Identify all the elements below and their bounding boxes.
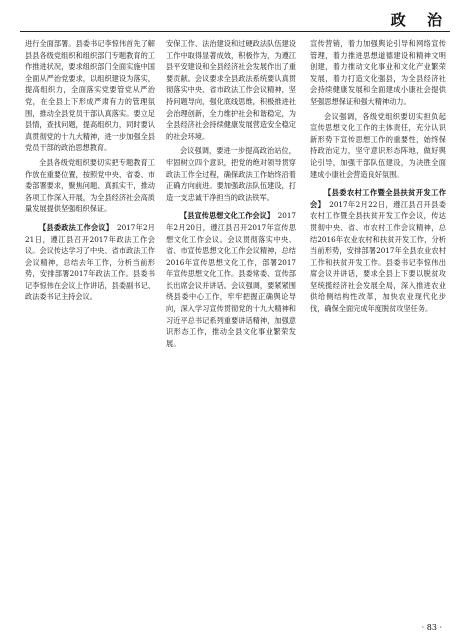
- article-heading: 【县宣传思想文化工作会议】: [180, 211, 271, 221]
- article-text: 2017年2月21日，遵江县召开2017年政法工作会议。会议传达学习了中央、省市政法工作会议精神，总结去年工作，分析当前形势，安排部署2017年政法工作。县委书记李惊伟在会议上作讲话，县委副书记、政法委书记主持会议。: [25, 222, 155, 302]
- text-column-3: [310, 38, 446, 623]
- paragraph: 会议强调，要进一步提高政治站位，牢固树立四个意识，把党的绝对领导贯穿政法工作全过程，确保政法工作始终沿着正确方向前进。要加强政法队伍建设，打造一支忠诚干净担当的政法铁军。: [166, 146, 296, 202]
- section-title: 政 治: [390, 11, 450, 29]
- paragraph: 宣传营销，着力加强舆论引导和网络宣传管理，着力推进思想道德建设和精神文明创建，着力推动文化事业和文化产业繁荣发展，着力打造文化强县，为全县经济社会持续健康发展和全面建成小康社会提供坚强思想保证和强大精神动力。: [310, 39, 446, 106]
- paragraph: 全县各级党组织要切实把专题教育工作放在重要位置，按照党中央、省委、市委部署要求，聚焦问题、真抓实干，推动各项工作深入开展，为全县经济社会高质量发展提供坚强组织保证。: [25, 157, 155, 214]
- article-text: 2017年2月22日，遵江县召开县委农村工作暨全县扶贫开发工作会议，传达贯彻中央、省、市农村工作会议精神，总结2016年农业农村和扶贫开发工作，分析当前形势，安排部署2017年全县农业农村工作和扶贫开发工作。县委书记李惊伟出席会议并讲话，要求全县上下要以脱贫攻坚统揽经济社会发展全局，深入推进农业供给侧结构性改革，加快农业现代化步伐，确保全面完成年度脱贫攻坚任务。: [310, 199, 446, 314]
- header-rule: [20, 31, 450, 32]
- page-header: [0, 0, 468, 40]
- page-number: · 83 ·: [421, 623, 442, 632]
- article-section: [25, 222, 155, 303]
- text-column-1: [25, 38, 155, 623]
- article-section: [310, 187, 446, 315]
- article-heading: 【县委政法工作会议】: [39, 222, 110, 232]
- paragraph: 安保工作、法治建设和过硬政法队伍建设工作中取得显著成效，积极作为，为遵江县平安建设和全县经济社会发展作出了重要贡献。会议要求全县政法系统要认真贯彻落实中央、省市政法工作会议精神，坚持问题导向，强化底线思维，积极推进社会治理创新，全力维护社会和谐稳定，为全县经济社会持续健康发展营造安全稳定的社会环境。: [166, 39, 296, 141]
- paragraph: 会议强调，各级党组织要切实担负起宣传思想文化工作的主体责任，充分认识新形势下宣传思想工作的重要性，始终保持政治定力，坚守意识形态阵地，做好舆论引导，加强干部队伍建设，为决胜全面建成小康社会营造良好氛围。: [310, 111, 446, 179]
- article-section: [166, 210, 296, 349]
- text-column-2: [166, 38, 296, 623]
- paragraph: 进行全面部署。县委书记李惊伟首先了解县县各级党组织和组织部门专题教育的工作推进状况，要求组织部门全面实施中国全面从严治党要求，以组织建设为落实，提高组织力，全面落实党要管党从严治党，在全县上下形成严肃有力的管理氛围，推动全县党员干部认真落实。要立足县情，查找问题，提高组织力，同时要认真贯彻党的十九大精神，进一步加强全县党员干部的政治思想教育。: [25, 39, 155, 153]
- article-heading: 【县委农村工作暨全县扶贫开发工作会】: [310, 188, 446, 209]
- article-text: 2017年2月20日，遵江县召开2017年宣传思想文化工作会议。会议贯彻落实中央、省、市宣传思想文化工作会议精神，总结2016年宣传思想文化工作，部署2017年宣传思想文化工作。县委常委、宣传部长出席会议并讲话。会议强调，要紧紧围绕县委中心工作，牢牢把握正确舆论导向，深入学习宣传贯彻党的十九大精神和习近平总书记系列重要讲话精神，加强意识形态工作，推动全县文化事业繁荣发展。: [166, 211, 296, 348]
